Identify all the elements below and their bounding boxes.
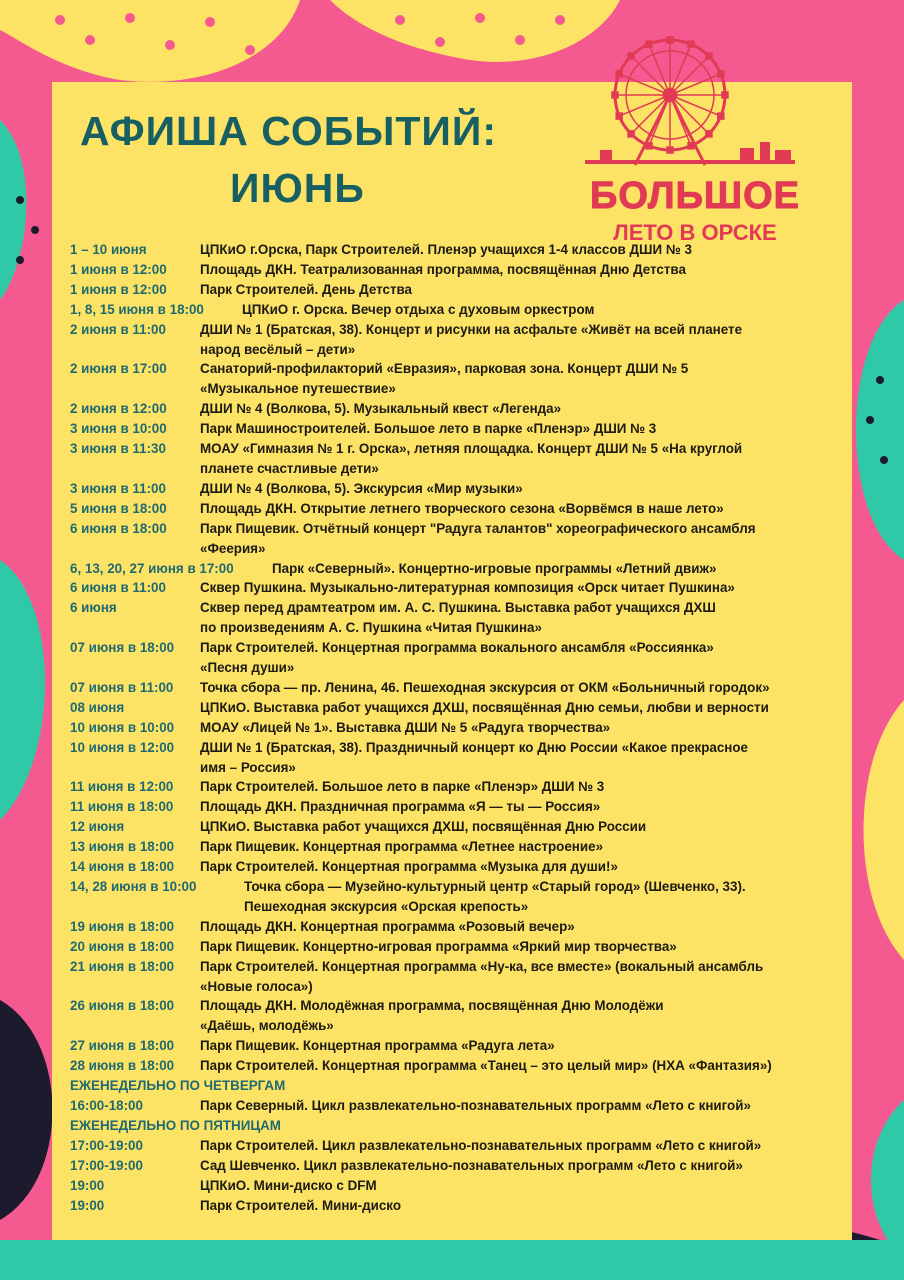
event-item — [70, 638, 850, 678]
event-description: Сквер Пушкина. Музыкально-литературная композиция «Орск читает Пушкина» — [200, 580, 735, 596]
event-item — [70, 499, 850, 519]
event-date: 26 июня в 18:00 — [70, 998, 175, 1014]
event-date: 3 июня в 11:00 — [70, 480, 166, 496]
event-description: Площадь ДКН. Театрализованная программа, посвящённая Дню Детства — [200, 261, 686, 277]
event-item — [70, 738, 850, 778]
weekly-description: ЦПКиО. Мини-диско с DFM — [200, 1177, 377, 1193]
event-description: Парк «Северный». Концертно-игровые программы «Летний движ» — [272, 560, 717, 576]
weekly-description: Парк Строителей. Цикл развлекательно-познавательных программ «Лето с книгой» — [200, 1137, 762, 1153]
event-item — [70, 957, 850, 997]
event-item — [70, 280, 850, 300]
event-item — [70, 320, 850, 360]
event-item — [70, 519, 850, 559]
event-date: 07 июня в 11:00 — [70, 679, 174, 695]
event-item — [70, 996, 850, 1036]
weekly-section-heading: ЕЖЕНЕДЕЛЬНО ПО ЧЕТВЕРГАМ — [70, 1078, 286, 1094]
event-description: Парк Строителей. Концертная программа «Ну-ка, все вместе» (вокальный ансамбль «Новые голоса») — [200, 958, 764, 994]
event-description: Точка сбора — Музейно-культурный центр «Старый город» (Шевченко, 33). Пешеходная экскурсия «Орская крепость» — [244, 879, 746, 914]
event-date: 1 – 10 июня — [70, 242, 147, 257]
weekly-section-heading: ЕЖЕНЕДЕЛЬНО ПО ПЯТНИЦАМ — [70, 1117, 281, 1133]
event-item — [70, 260, 850, 280]
event-description: Парк Пищевик. Концертно-игровая программа «Яркий мир творчества» — [200, 938, 677, 954]
weekly-description: Парк Строителей. Мини-диско — [200, 1197, 401, 1213]
event-item — [70, 777, 850, 797]
event-date: 6 июня в 18:00 — [70, 520, 167, 536]
event-description: Площадь ДКН. Открытие летнего творческого сезона «Ворвёмся в наше лето» — [200, 500, 724, 516]
event-date: 1 июня в 12:00 — [70, 281, 167, 297]
weekly-time: 17:00-19:00 — [70, 1157, 143, 1173]
event-item — [70, 578, 850, 598]
event-date: 12 июня — [70, 819, 125, 835]
event-item — [70, 559, 850, 579]
event-item — [70, 1036, 850, 1056]
weekly-item — [70, 1096, 850, 1116]
event-description: ЦПКиО. Выставка работ учащихся ДХШ, посвящённая Дню России — [200, 819, 647, 835]
event-item — [70, 718, 850, 738]
event-description: Санаторий-профилакторий «Евразия», парковая зона. Концерт ДШИ № 5 «Музыкальное путешествие» — [200, 361, 689, 397]
event-date: 3 июня в 11:30 — [70, 441, 166, 457]
event-item — [70, 479, 850, 499]
event-date: 14, 28 июня в 10:00 — [70, 879, 197, 894]
event-item — [70, 698, 850, 718]
event-date: 28 июня в 18:00 — [70, 1058, 175, 1074]
weekly-item — [70, 1136, 850, 1156]
event-description: ЦПКиО. Выставка работ учащихся ДХШ, посвящённая Дню семьи, любви и верности — [200, 699, 769, 715]
events-list — [70, 240, 850, 1215]
event-item — [70, 877, 850, 917]
event-date: 10 июня в 10:00 — [70, 719, 175, 735]
event-description: ЦПКиО г. Орска. Вечер отдыха с духовым оркестром — [242, 301, 595, 317]
event-description: ДШИ № 1 (Братская, 38). Праздничный концерт ко Дню России «Какое прекрасное имя – Россия» — [200, 739, 748, 775]
weekly-time: 19:00 — [70, 1197, 105, 1213]
weekly-time: 16:00-18:00 — [70, 1097, 143, 1113]
event-date: 5 июня в 18:00 — [70, 500, 167, 516]
event-date: 07 июня в 18:00 — [70, 640, 175, 656]
event-description: Площадь ДКН. Концертная программа «Розовый вечер» — [200, 918, 575, 934]
event-description: Площадь ДКН. Молодёжная программа, посвящённая Дню Молодёжи «Даёшь, молодёжь» — [200, 998, 664, 1034]
event-date: 19 июня в 18:00 — [70, 918, 175, 934]
weekly-time: 19:00 — [70, 1177, 105, 1193]
event-item — [70, 439, 850, 479]
event-item — [70, 797, 850, 817]
event-date: 1, 8, 15 июня в 18:00 — [70, 301, 204, 317]
event-date: 10 июня в 12:00 — [70, 739, 175, 755]
event-date: 3 июня в 10:00 — [70, 421, 167, 437]
event-item — [70, 240, 850, 260]
event-date: 6 июня — [70, 600, 117, 616]
event-description: Парк Строителей. Концертная программа вокального ансамбля «Россиянка» «Песня души» — [200, 640, 714, 676]
event-date: 2 июня в 12:00 — [70, 401, 167, 417]
event-date: 6, 13, 20, 27 июня в 17:00 — [70, 560, 234, 576]
event-item — [70, 598, 850, 638]
event-description: ДШИ № 1 (Братская, 38). Концерт и рисунки на асфальте «Живёт на всей планете народ весёлый – дети» — [200, 321, 743, 357]
weekly-time: 17:00-19:00 — [70, 1137, 143, 1153]
event-description: Парк Пищевик. Отчётный концерт "Радуга талантов" хореографического ансамбля «Феерия» — [200, 520, 756, 556]
event-description: МОАУ «Гимназия № 1 г. Орска», летняя площадка. Концерт ДШИ № 5 «На круглой планете счастливые дети» — [200, 441, 743, 476]
event-description: Парк Строителей. Большое лето в парке «Пленэр» ДШИ № 3 — [200, 779, 605, 795]
event-item — [70, 817, 850, 837]
event-description: Парк Строителей. Концертная программа «Танец – это целый мир» (НХА «Фантазия») — [200, 1058, 772, 1074]
event-item — [70, 399, 850, 419]
weekly-description: Сад Шевченко. Цикл развлекательно-познавательных программ «Лето с книгой» — [200, 1157, 743, 1173]
event-description: ДШИ № 4 (Волкова, 5). Экскурсия «Мир музыки» — [200, 480, 523, 496]
event-date: 2 июня в 17:00 — [70, 361, 167, 377]
weekly-description: Парк Северный. Цикл развлекательно-познавательных программ «Лето с книгой» — [200, 1097, 751, 1113]
event-date: 13 июня в 18:00 — [70, 839, 175, 855]
event-description: Парк Пищевик. Концертная программа «Летнее настроение» — [200, 839, 604, 855]
event-item — [70, 678, 850, 698]
ferris-wheel-icon — [545, 20, 845, 180]
event-description: Парк Машиностроителей. Большое лето в парке «Пленэр» ДШИ № 3 — [200, 421, 657, 437]
event-item — [70, 419, 850, 439]
event-item — [70, 937, 850, 957]
event-item — [70, 837, 850, 857]
event-date: 6 июня в 11:00 — [70, 580, 166, 596]
weekly-item — [70, 1196, 850, 1216]
event-description: ДШИ № 4 (Волкова, 5). Музыкальный квест «Легенда» — [200, 401, 562, 417]
event-description: Точка сбора — пр. Ленина, 46. Пешеходная экскурсия от ОКМ «Больничный городок» — [200, 679, 770, 695]
event-description: Сквер перед драмтеатром им. А. С. Пушкина. Выставка работ учащихся ДХШ по произведениям А. С. Пушкина «Читая Пушкина» — [200, 600, 716, 636]
event-item — [70, 917, 850, 937]
event-date: 11 июня в 12:00 — [70, 779, 174, 795]
event-description: Парк Строителей. День Детства — [200, 281, 413, 297]
weekly-item — [70, 1176, 850, 1196]
event-date: 1 июня в 12:00 — [70, 261, 167, 277]
event-description: МОАУ «Лицей № 1». Выставка ДШИ № 5 «Радуга творчества» — [200, 719, 611, 735]
event-description: Парк Строителей. Концертная программа «Музыка для души!» — [200, 859, 618, 875]
event-description: Площадь ДКН. Праздничная программа «Я — ты — Россия» — [200, 799, 601, 815]
event-date: 11 июня в 18:00 — [70, 799, 174, 815]
logo-title: БОЛЬШОЕ — [590, 175, 800, 217]
event-item — [70, 1056, 850, 1076]
event-date: 08 июня — [70, 699, 125, 715]
festival-logo — [545, 20, 845, 250]
event-item — [70, 857, 850, 877]
event-date: 27 июня в 18:00 — [70, 1038, 175, 1054]
weekly-item — [70, 1156, 850, 1176]
event-date: 21 июня в 18:00 — [70, 958, 175, 974]
event-date: 20 июня в 18:00 — [70, 938, 175, 954]
event-description: ЦПКиО г.Орска, Парк Строителей. Пленэр учащихся 1-4 классов ДШИ № 3 — [200, 242, 692, 257]
page-title-line1: АФИША СОБЫТИЙ: — [80, 108, 497, 154]
logo-subtitle: ЛЕТО В ОРСКЕ — [613, 220, 777, 245]
page-title-line2: ИЮНЬ — [230, 165, 365, 211]
event-item — [70, 300, 850, 320]
event-date: 2 июня в 11:00 — [70, 321, 166, 337]
event-date: 14 июня в 18:00 — [70, 859, 175, 875]
event-description: Парк Пищевик. Концертная программа «Радуга лета» — [200, 1038, 555, 1054]
event-item — [70, 359, 850, 399]
